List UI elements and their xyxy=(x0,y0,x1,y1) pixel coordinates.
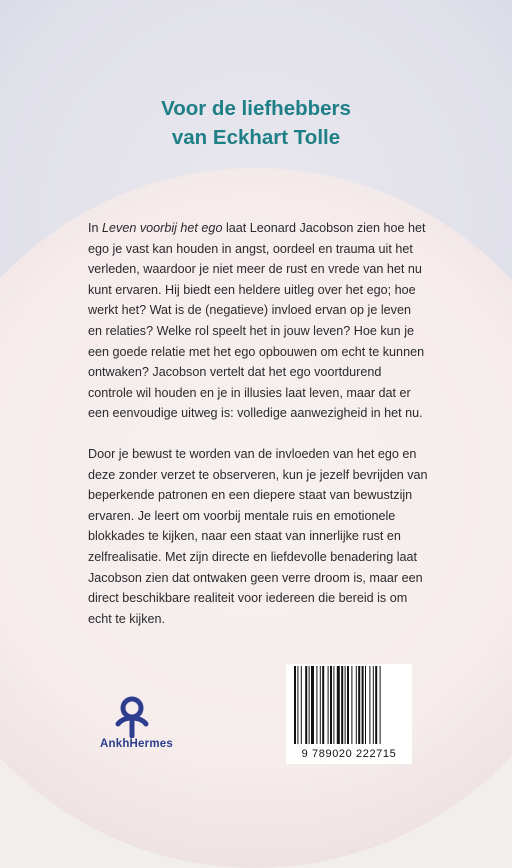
barcode-bar xyxy=(333,666,334,744)
barcode-bar xyxy=(358,666,360,744)
barcode-bar xyxy=(373,666,374,744)
barcode-bar xyxy=(369,666,370,744)
publisher-name: AnkhHermes xyxy=(100,738,173,750)
blurb xyxy=(88,218,428,649)
barcode-bar xyxy=(322,666,324,744)
barcode-bars xyxy=(294,666,404,744)
barcode-bar xyxy=(345,666,346,744)
barcode-bar xyxy=(294,666,296,744)
barcode-bar xyxy=(337,666,340,744)
barcode-bar xyxy=(328,666,329,744)
barcode-bar xyxy=(301,666,302,744)
barcode-bar xyxy=(347,666,349,744)
paragraph-1-text: laat Leonard Jacobson zien hoe het ego je vast kan houden in angst, oordeel en trauma uit het verleden, waardoor je niet meer de rust en vrede van het nu kunt ervaren. Hij biedt een heldere uitleg over het ego; hoe werkt het? Wat is de (negatieve) invloed ervan op je leven en relaties? Welke rol speelt het in jouw leven? Hoe kun je een goede relatie met het ego opbouwen om echt te kunnen ontwaken? Jacobson vertelt dat het ego voortdurend controle wil houden en je in illusies laat leven, maar dat er een eenvoudige uitweg is: volledige aanwezigheid in het nu. xyxy=(88,221,426,421)
barcode-bar xyxy=(375,666,377,744)
blurb-paragraph-2: Door je bewust te worden van de invloeden van het ego en deze zonder verzet te observeren, kun je jezelf bevrijden van beperkende patronen en een diepere staat van bewustzijn ervaren. Je leert om voorbij mentale ruis en emotionele blokkades te kijken, naar een staat van innerlijke rust en zelfrealisatie. Met zijn directe en liefdevolle benadering laat Jacobson zien dat ontwaken geen verre droom is, maar een direct beschikbare realiteit voor iedereen die bereid is om echt te kijken. xyxy=(88,446,428,626)
isbn-number: 9 789020 222715 xyxy=(301,748,397,760)
isbn-barcode xyxy=(286,664,412,764)
publisher-logo xyxy=(100,694,172,756)
barcode-bar xyxy=(362,666,364,744)
blurb-paragraph-1 xyxy=(88,218,428,424)
book-title: Leven voorbij het ego xyxy=(102,221,223,235)
paragraph-1-intro: In xyxy=(88,221,103,235)
barcode-bar xyxy=(380,666,381,744)
barcode-bar xyxy=(365,666,366,744)
barcode-bar xyxy=(330,666,332,744)
ankh-logo-icon xyxy=(110,694,154,738)
tagline-line-1: Voor de liefhebbers xyxy=(161,97,351,120)
barcode-bar xyxy=(356,666,357,744)
barcode-bar xyxy=(305,666,307,744)
barcode-bar xyxy=(309,666,310,744)
tagline-line-2: van Eckhart Tolle xyxy=(171,126,341,149)
barcode-bar xyxy=(316,666,317,744)
barcode-bar xyxy=(351,666,352,744)
barcode-bar xyxy=(341,666,343,744)
barcode-bar xyxy=(320,666,321,744)
barcode-bar xyxy=(297,666,298,744)
barcode-bar xyxy=(311,666,314,744)
cover-tagline xyxy=(0,94,512,152)
